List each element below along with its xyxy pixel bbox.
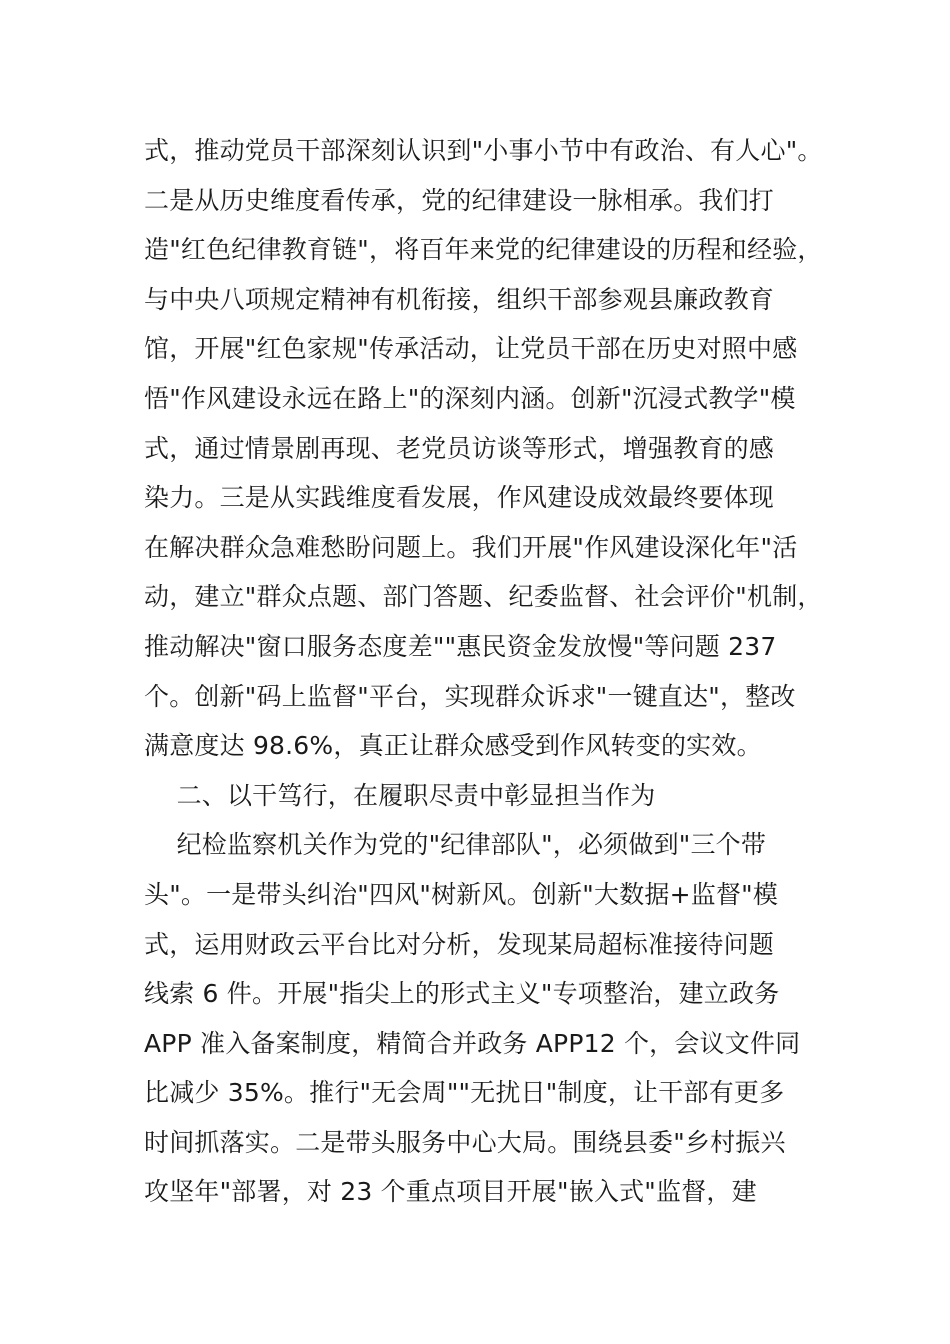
text-line: 纪检监察机关作为党的"纪律部队"，必须做到"三个带: [144, 830, 767, 860]
text-line: 悟"作风建设永远在路上"的深刻内涵。创新"沉浸式教学"模: [144, 383, 796, 413]
text-line: 个。创新"码上监督"平台，实现群众诉求"一键直达"，整改: [144, 681, 796, 711]
text-line: 式，通过情景剧再现、老党员访谈等形式，增强教育的感: [144, 433, 775, 463]
text-line: 式，运用财政云平台比对分析，发现某局超标准接待问题: [144, 929, 775, 959]
text-line: 头"。一是带头纠治"四风"树新风。创新"大数据+监督"模: [144, 879, 779, 909]
text-line: 染力。三是从实践维度看发展，作风建设成效最终要体现: [144, 483, 775, 513]
text-line: 满意度达 98.6%，真正让群众感受到作风转变的实效。: [144, 731, 762, 761]
text-line: 二是从历史维度看传承，党的纪律建设一脉相承。我们打: [144, 185, 775, 215]
text-line: 攻坚年"部署，对 23 个重点项目开展"嵌入式"监督，建: [144, 1177, 757, 1207]
section-heading: 二、以干笃行，在履职尽责中彰显担当作为: [144, 780, 656, 810]
text-line: APP 准入备案制度，精简合并政务 APP12 个，会议文件同: [144, 1028, 801, 1058]
text-line: 线索 6 件。开展"指尖上的形式主义"专项整治，建立政务: [144, 979, 780, 1009]
text-line: 与中央八项规定精神有机衔接，组织干部参观县廉政教育: [144, 284, 775, 314]
text-line: 时间抓落实。二是带头服务中心大局。围绕县委"乡村振兴: [144, 1127, 786, 1157]
body-text: [144, 126, 844, 1217]
text-line: 比减少 35%。推行"无会周""无扰日"制度，让干部有更多: [144, 1078, 785, 1108]
text-line: 动，建立"群众点题、部门答题、纪委监督、社会评价"机制，: [144, 582, 823, 612]
text-line: 式，推动党员干部深刻认识到"小事小节中有政治、有人心"。: [144, 136, 823, 165]
text-line: 造"红色纪律教育链"，将百年来党的纪律建设的历程和经验，: [144, 235, 823, 265]
text-line: 推动解决"窗口服务态度差""惠民资金发放慢"等问题 237: [144, 631, 777, 661]
text-line: 在解决群众急难愁盼问题上。我们开展"作风建设深化年"活: [144, 532, 798, 562]
text-line: 馆，开展"红色家规"传承活动，让党员干部在历史对照中感: [144, 334, 798, 364]
